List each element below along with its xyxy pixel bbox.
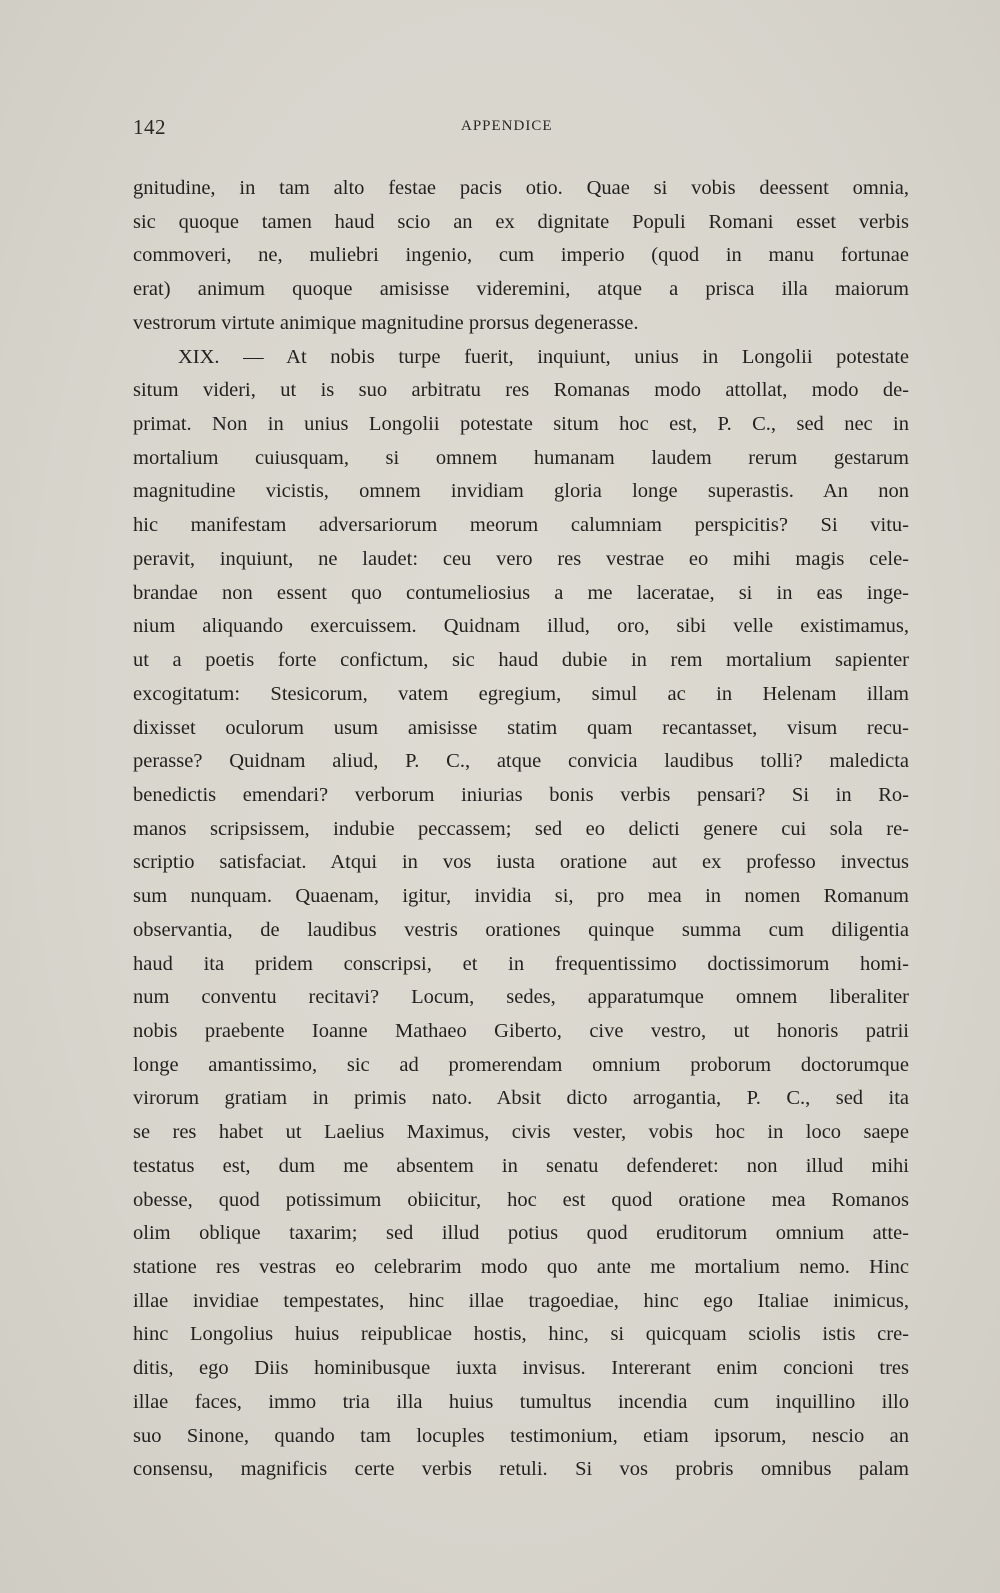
text-line: hinc Longolius huius reipublicae hostis, hinc, si quicquam sciolis istis cre- (133, 1323, 909, 1346)
running-head (133, 115, 909, 145)
text-line: primat. Non in unius Longolii potestate situm hoc est, P. C., sed nec in (133, 413, 909, 436)
text-line: haud ita pridem conscripsi, et in frequentissimo doctissimorum homi- (133, 952, 909, 975)
text-line: statione res vestras eo celebrarim modo quo ante me mortalium nemo. Hinc (133, 1256, 909, 1278)
text-line: dixisset oculorum usum amisisse statim quam recantasset, visum recu- (133, 716, 909, 739)
page-number: 142 (133, 115, 166, 139)
text-line: illae invidiae tempestates, hinc illae tragoediae, hinc ego Italiae inimicus, (133, 1289, 909, 1312)
text-line: ut a poetis forte confictum, sic haud dubie in rem mortalium sapienter (133, 649, 909, 672)
text-line: gnitudine, in tam alto festae pacis otio. Quae si vobis deessent omnia, (133, 177, 909, 199)
text-line: se res habet ut Laelius Maximus, civis vester, vobis hoc in loco saepe (133, 1121, 909, 1144)
text-line: excogitatum: Stesicorum, vatem egregium, simul ac in Helenam illam (133, 682, 909, 705)
section-start-line: XIX. — At nobis turpe fuerit, inquiunt, unius in Longolii potestate (178, 345, 909, 368)
running-title: APPENDICE (461, 118, 553, 134)
text-line: sic quoque tamen haud scio an ex dignitate Populi Romani esset verbis (133, 210, 909, 233)
text-line: obesse, quod potissimum obiicitur, hoc est quod oratione mea Romanos (133, 1188, 909, 1211)
text-line: vestrorum virtute animique magnitudine prorsus degenerasse. (133, 311, 639, 334)
text-line: peravit, inquiunt, ne laudet: ceu vero res vestrae eo mihi magis cele- (133, 547, 909, 570)
text-line: sum nunquam. Quaenam, igitur, invidia si, pro mea in nomen Romanum (133, 885, 909, 908)
text-line: manos scripsissem, indubie peccassem; sed eo delicti genere cui sola re- (133, 817, 909, 840)
text-line: illae faces, immo tria illa huius tumultus incendia cum inquillino illo (133, 1390, 909, 1413)
text-line: situm videri, ut is suo arbitratu res Romanas modo attollat, modo de- (133, 379, 909, 402)
text-line: observantia, de laudibus vestris orationes quinque summa cum diligentia (133, 918, 909, 941)
text-line: ditis, ego Diis hominibusque iuxta invisus. Intererant enim concioni tres (133, 1357, 909, 1380)
text-line: testatus est, dum me absentem in senatu defenderet: non illud mihi (133, 1154, 909, 1177)
text-line: scriptio satisfaciat. Atqui in vos iusta oratione aut ex professo invectus (133, 851, 909, 874)
text-line: brandae non essent quo contumeliosius a me laceratae, si in eas inge- (133, 581, 909, 604)
text-line: mortalium cuiusquam, si omnem humanam laudem rerum gestarum (133, 446, 909, 469)
text-line: olim oblique taxarim; sed illud potius quod eruditorum omnium atte- (133, 1222, 909, 1245)
text-line: nium aliquando exercuissem. Quidnam illud, oro, sibi velle existimamus, (133, 615, 909, 638)
text-line: benedictis emendari? verborum iniurias bonis verbis pensari? Si in Ro- (133, 783, 909, 806)
text-line: hic manifestam adversariorum meorum calumniam perspicitis? Si vitu- (133, 514, 909, 537)
text-line: erat) animum quoque amisisse videremini, atque a prisca illa maiorum (133, 278, 909, 301)
text-line: consensu, magnificis certe verbis retuli. Si vos probris omnibus palam (133, 1458, 909, 1481)
text-line: nobis praebente Ioanne Mathaeo Giberto, cive vestro, ut honoris patrii (133, 1019, 909, 1042)
text-line: num conventu recitavi? Locum, sedes, apparatumque omnem liberaliter (133, 986, 909, 1009)
text-line: virorum gratiam in primis nato. Absit dicto arrogantia, P. C., sed ita (133, 1087, 909, 1110)
text-line: perasse? Quidnam aliud, P. C., atque convicia laudibus tolli? maledicta (133, 750, 909, 773)
text-line: longe amantissimo, sic ad promerendam omnium proborum doctorumque (133, 1053, 909, 1076)
text-line: magnitudine vicistis, omnem invidiam gloria longe superastis. An non (133, 480, 909, 503)
body-text (133, 172, 909, 1487)
text-line: suo Sinone, quando tam locuples testimonium, etiam ipsorum, nescio an (133, 1424, 909, 1447)
text-line: commoveri, ne, muliebri ingenio, cum imperio (quod in manu fortunae (133, 244, 909, 267)
